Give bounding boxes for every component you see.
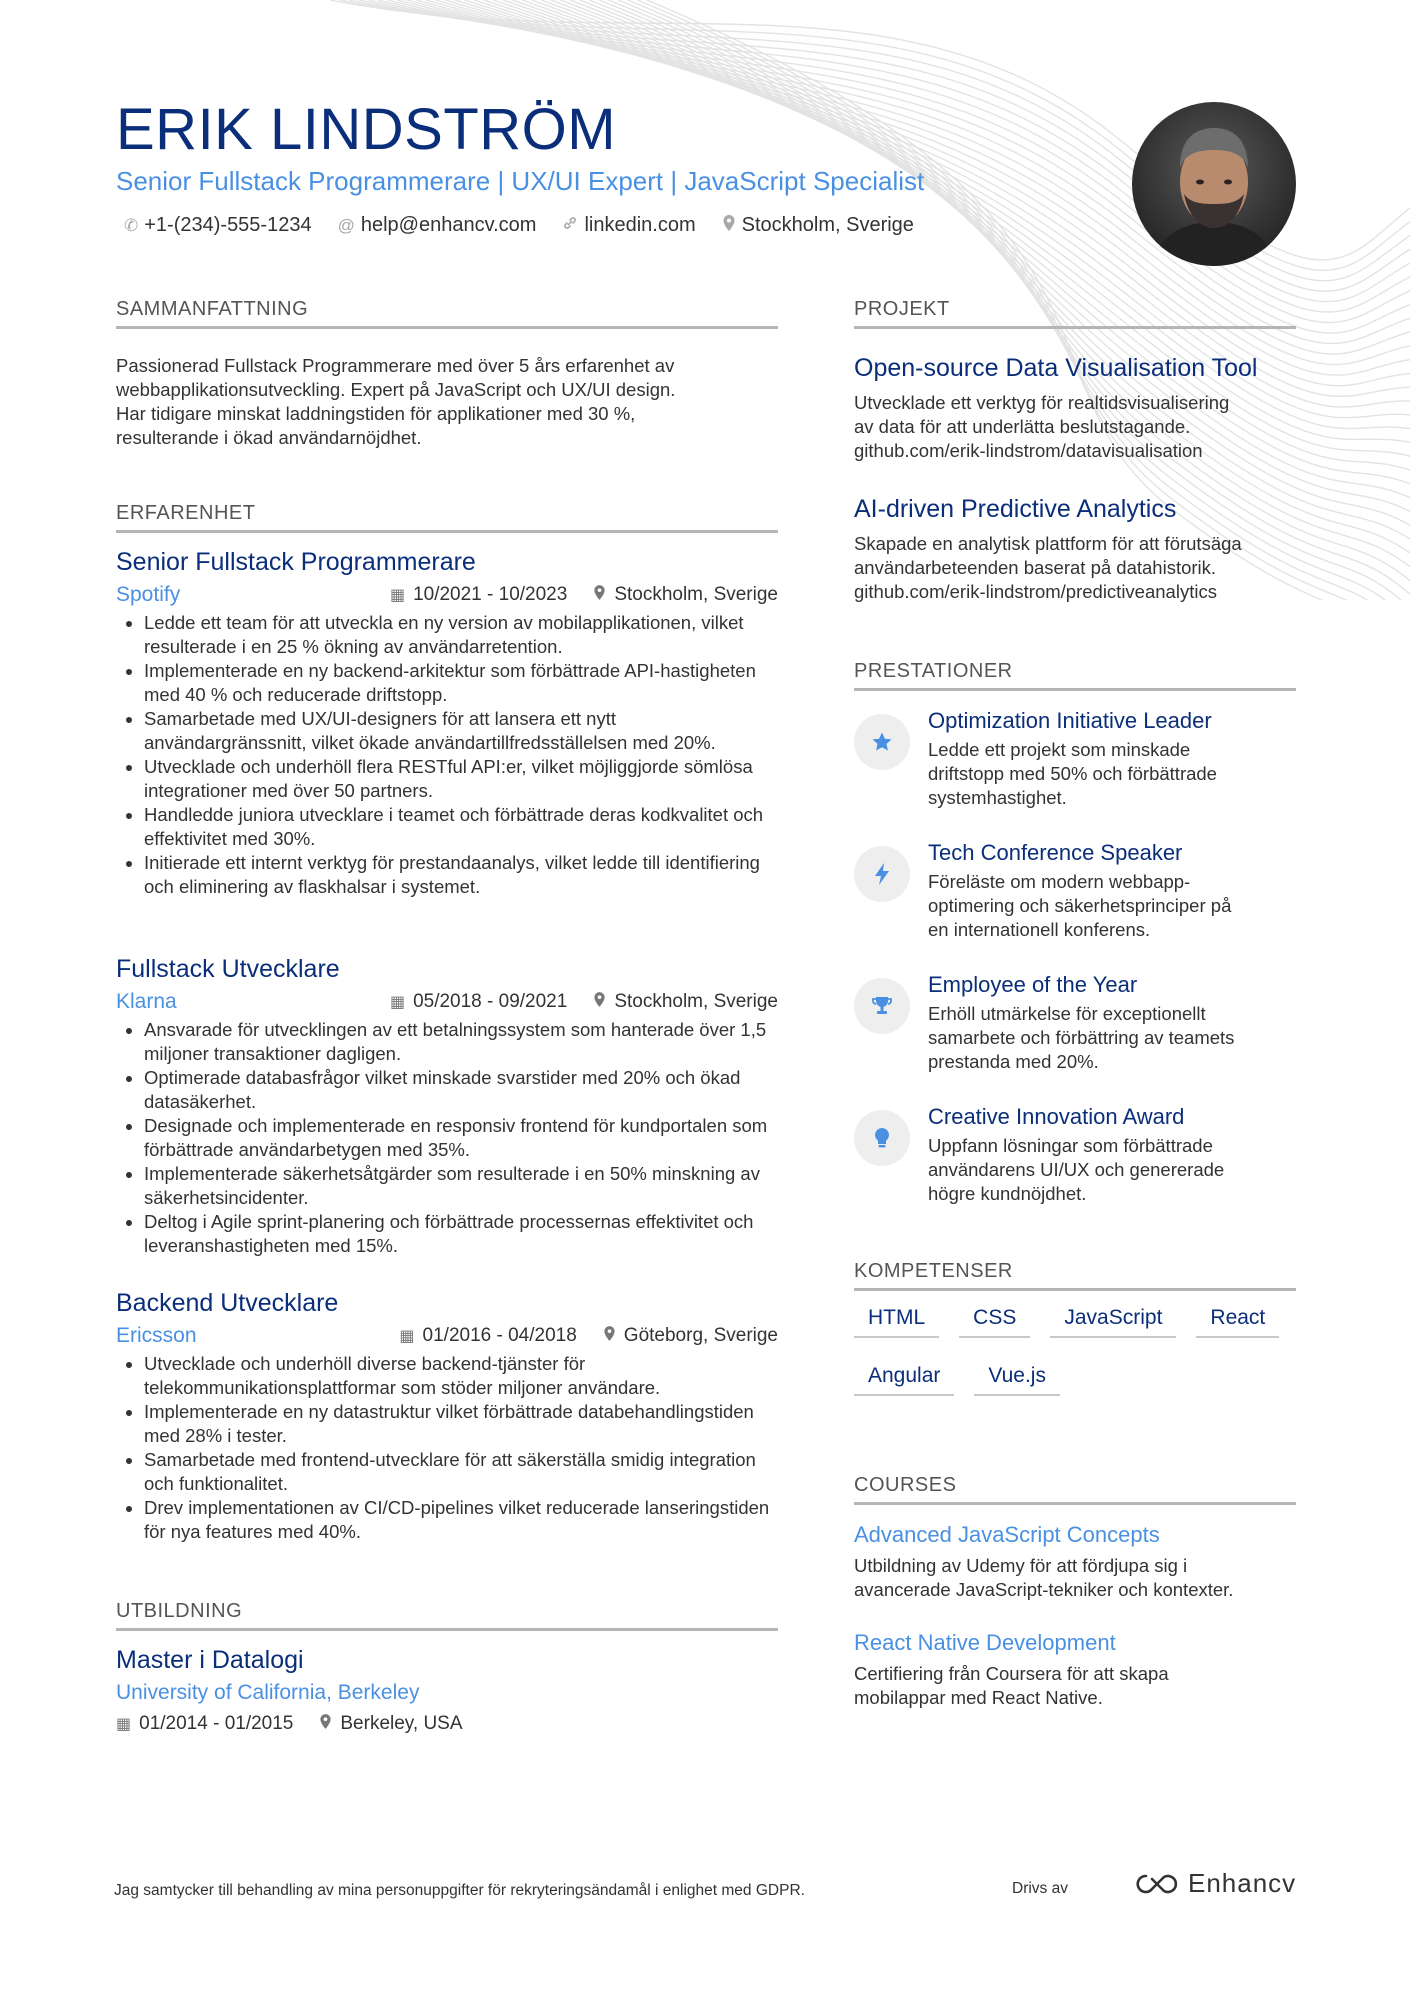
achievement-desc-line: optimering och säkerhetsprinciper på bbox=[928, 895, 1232, 916]
location-pin-icon bbox=[319, 1713, 332, 1735]
summary-line: resulterande i ökad användarnöjdhet. bbox=[116, 427, 422, 448]
contact-email[interactable] bbox=[338, 214, 537, 237]
lightbulb-icon bbox=[854, 1110, 910, 1166]
enhancv-logo[interactable] bbox=[1132, 1868, 1296, 1899]
project-link[interactable]: github.com/erik-lindstrom/predictiveanalytics bbox=[854, 581, 1217, 602]
trophy-icon bbox=[854, 978, 910, 1034]
enhancv-logo-icon bbox=[1132, 1872, 1178, 1896]
experience-entry-spotify bbox=[116, 548, 778, 899]
achievement-desc-line: Föreläste om modern webbapp- bbox=[928, 871, 1191, 892]
company-name: Spotify bbox=[116, 583, 181, 606]
job-location: Göteborg, Sverige bbox=[623, 1325, 778, 1346]
achievement-desc-line: prestanda med 20%. bbox=[928, 1051, 1099, 1072]
achievement-desc-line: en internationell konferens. bbox=[928, 919, 1151, 940]
calendar-icon: ▦ bbox=[389, 587, 406, 604]
summary-line: Har tidigare minskat laddningstiden för applikationer med 30 %, bbox=[116, 403, 636, 424]
achievement-desc-line: samarbete och förbättring av teamets bbox=[928, 1027, 1235, 1048]
project-desc-line: användarbeteenden baserat på datahistorik. bbox=[854, 557, 1217, 578]
list-item: • Samarbetade med UX/UI-designers för att lansera ett nytt användargränssnitt, vilket ökade användartillfredsställelsen med 20%. bbox=[144, 707, 778, 755]
course-desc-line: avancerade JavaScript-tekniker och kontexter. bbox=[854, 1579, 1234, 1600]
education-entry bbox=[116, 1646, 778, 1735]
skill-tag: CSS bbox=[959, 1306, 1030, 1338]
achievement-title: Employee of the Year bbox=[928, 972, 1138, 997]
course-title: React Native Development bbox=[854, 1630, 1116, 1655]
section-title-experience: ERFARENHET bbox=[116, 502, 778, 533]
list-item: • Deltog i Agile sprint-planering och förbättrade processernas effektivitet och leveranshastigheten med 15%. bbox=[144, 1210, 778, 1258]
company-name: Klarna bbox=[116, 990, 177, 1013]
achievement-desc-line: driftstopp med 50% och förbättrade bbox=[928, 763, 1217, 784]
job-bullets bbox=[116, 1018, 778, 1258]
company-name: Ericsson bbox=[116, 1324, 197, 1347]
achievement-entry bbox=[854, 708, 1296, 810]
list-item: • Handledde juniora utvecklare i teamet och förbättrade deras kodkvalitet och effektivitet med 30%. bbox=[144, 803, 778, 851]
at-icon: @ bbox=[337, 215, 355, 235]
job-bullets bbox=[116, 611, 778, 899]
phone-text: +1-(234)-555-1234 bbox=[144, 214, 312, 236]
achievement-desc-line: systemhastighet. bbox=[928, 787, 1067, 808]
skill-tag: Vue.js bbox=[974, 1364, 1060, 1396]
list-item: • Ansvarade för utvecklingen av ett betalningssystem som hanterade över 1,5 miljoner transaktioner dagligen. bbox=[144, 1018, 778, 1066]
linkedin-text: linkedin.com bbox=[584, 214, 696, 236]
job-meta bbox=[116, 583, 778, 607]
achievement-title: Optimization Initiative Leader bbox=[928, 708, 1212, 733]
list-item: • Designade och implementerade en responsiv frontend för kundportalen som förbättrade användarbetygen med 35%. bbox=[144, 1114, 778, 1162]
skill-tag: Angular bbox=[854, 1364, 954, 1396]
achievement-entry bbox=[854, 972, 1296, 1074]
list-item: • Implementerade en ny datastruktur vilket förbättrade databehandlingstiden med 28% i tester. bbox=[144, 1400, 778, 1448]
school-name: University of California, Berkeley bbox=[116, 1681, 420, 1704]
skills-list bbox=[854, 1306, 1296, 1396]
link-icon bbox=[562, 215, 578, 236]
list-item: • Samarbetade med frontend-utvecklare för att säkerställa smidig integration och funktionalitet. bbox=[144, 1448, 778, 1496]
candidate-headline: Senior Fullstack Programmerare | UX/UI Expert | JavaScript Specialist bbox=[116, 166, 925, 196]
contact-bar bbox=[124, 214, 914, 237]
star-icon bbox=[854, 714, 910, 770]
project-entry bbox=[854, 354, 1296, 463]
section-title-skills: KOMPETENSER bbox=[854, 1260, 1296, 1291]
skill-tag: HTML bbox=[854, 1306, 939, 1338]
achievement-desc-line: Ledde ett projekt som minskade bbox=[928, 739, 1191, 760]
brand-name: Enhancv bbox=[1188, 1868, 1297, 1898]
project-title: AI-driven Predictive Analytics bbox=[854, 495, 1177, 523]
job-title: Senior Fullstack Programmerare bbox=[116, 548, 476, 576]
section-title-summary: SAMMANFATTNING bbox=[116, 298, 778, 329]
achievement-desc-line: användarens UI/UX och genererade bbox=[928, 1159, 1225, 1180]
project-desc-line: Utvecklade ett verktyg för realtidsvisualisering bbox=[854, 392, 1230, 413]
achievement-entry bbox=[854, 840, 1296, 942]
education-location: Berkeley, USA bbox=[340, 1713, 463, 1734]
job-meta bbox=[116, 1324, 778, 1348]
list-item: • Implementerade en ny backend-arkitektur som förbättrade API-hastigheten med 40 % och reducerade driftstopp. bbox=[144, 659, 778, 707]
skill-tag: React bbox=[1196, 1306, 1279, 1338]
list-item: • Initierade ett internt verktyg för prestandaanalys, vilket ledde till identifiering och eliminering av flaskhalsar i systemet. bbox=[144, 851, 778, 899]
section-title-courses: COURSES bbox=[854, 1474, 1296, 1505]
job-meta bbox=[116, 990, 778, 1014]
powered-by-label: Drivs av bbox=[1012, 1880, 1068, 1897]
list-item: • Drev implementationen av CI/CD-pipelines vilket reducerade lanseringstiden för nya features med 40%. bbox=[144, 1496, 778, 1544]
calendar-icon: ▦ bbox=[116, 1716, 132, 1733]
location-text: Stockholm, Sverige bbox=[741, 214, 914, 236]
job-location: Stockholm, Sverige bbox=[614, 584, 778, 605]
achievement-entry bbox=[854, 1104, 1296, 1206]
experience-entry-ericsson bbox=[116, 1289, 778, 1544]
location-pin-icon bbox=[603, 1325, 616, 1347]
summary-text bbox=[116, 354, 776, 450]
project-link[interactable]: github.com/erik-lindstrom/datavisualisation bbox=[854, 440, 1203, 461]
calendar-icon: ▦ bbox=[389, 994, 406, 1011]
list-item: • Implementerade säkerhetsåtgärder som resulterade i en 50% minskning av säkerhetsincidenter. bbox=[144, 1162, 778, 1210]
calendar-icon: ▦ bbox=[399, 1328, 415, 1345]
location-pin-icon bbox=[722, 214, 736, 237]
achievement-title: Tech Conference Speaker bbox=[928, 840, 1183, 865]
list-item: • Ledde ett team för att utveckla en ny version av mobilapplikationen, vilket resulterade i en 25 % ökning av användarretention. bbox=[144, 611, 778, 659]
course-entry bbox=[854, 1630, 1296, 1710]
section-title-projects: PROJEKT bbox=[854, 298, 1296, 329]
course-desc-line: Utbildning av Udemy för att fördjupa sig i bbox=[854, 1555, 1188, 1576]
section-title-achievements: PRESTATIONER bbox=[854, 660, 1296, 691]
achievement-desc-line: Uppfann lösningar som förbättrade bbox=[928, 1135, 1213, 1156]
contact-phone bbox=[124, 214, 312, 237]
gdpr-consent: Jag samtycker till behandling av mina personuppgifter för rekryteringsändamål i enlighet med GDPR. bbox=[114, 1882, 805, 1899]
course-title: Advanced JavaScript Concepts bbox=[854, 1522, 1160, 1547]
summary-line: webbapplikationsutveckling. Expert på JavaScript och UX/UI design. bbox=[116, 379, 676, 400]
degree-title: Master i Datalogi bbox=[116, 1646, 304, 1674]
achievement-title: Creative Innovation Award bbox=[928, 1104, 1185, 1129]
bolt-icon bbox=[854, 846, 910, 902]
email-text: help@enhancv.com bbox=[360, 214, 537, 236]
job-dates: 10/2021 - 10/2023 bbox=[413, 584, 568, 605]
list-item: • Optimerade databasfrågor vilket minskade svarstider med 20% och ökad datasäkerhet. bbox=[144, 1066, 778, 1114]
job-dates: 05/2018 - 09/2021 bbox=[413, 991, 568, 1012]
profile-photo bbox=[1132, 102, 1296, 266]
achievement-desc-line: Erhöll utmärkelse för exceptionellt bbox=[928, 1003, 1206, 1024]
project-desc-line: av data för att underlätta beslutstagande. bbox=[854, 416, 1191, 437]
job-bullets bbox=[116, 1352, 778, 1544]
contact-linkedin[interactable] bbox=[562, 214, 695, 237]
course-entry bbox=[854, 1522, 1296, 1602]
location-pin-icon bbox=[593, 584, 606, 606]
project-entry bbox=[854, 495, 1296, 604]
education-dates: 01/2014 - 01/2015 bbox=[139, 1713, 294, 1734]
section-title-education: UTBILDNING bbox=[116, 1600, 778, 1631]
experience-entry-klarna bbox=[116, 955, 778, 1258]
course-desc-line: Certifiering från Coursera för att skapa bbox=[854, 1663, 1169, 1684]
contact-location bbox=[722, 214, 914, 237]
summary-line: Passionerad Fullstack Programmerare med över 5 års erfarenhet av bbox=[116, 355, 675, 376]
job-dates: 01/2016 - 04/2018 bbox=[422, 1325, 577, 1346]
phone-icon: ✆ bbox=[124, 215, 139, 235]
list-item: • Utvecklade och underhöll flera RESTful API:er, vilket möjliggjorde sömlösa integrationer med över 50 partners. bbox=[144, 755, 778, 803]
list-item: • Utvecklade och underhöll diverse backend-tjänster för telekommunikationsplattformar som stöder miljoner användare. bbox=[144, 1352, 778, 1400]
job-location: Stockholm, Sverige bbox=[614, 991, 778, 1012]
skill-tag: JavaScript bbox=[1050, 1306, 1176, 1338]
project-title: Open-source Data Visualisation Tool bbox=[854, 354, 1258, 382]
course-desc-line: mobilappar med React Native. bbox=[854, 1687, 1103, 1708]
location-pin-icon bbox=[593, 991, 606, 1013]
job-title: Backend Utvecklare bbox=[116, 1289, 339, 1317]
candidate-name: ERIK LINDSTRÖM bbox=[116, 97, 617, 162]
job-title: Fullstack Utvecklare bbox=[116, 955, 340, 983]
project-desc-line: Skapade en analytisk plattform för att förutsäga bbox=[854, 533, 1242, 554]
achievement-desc-line: högre kundnöjdhet. bbox=[928, 1183, 1087, 1204]
